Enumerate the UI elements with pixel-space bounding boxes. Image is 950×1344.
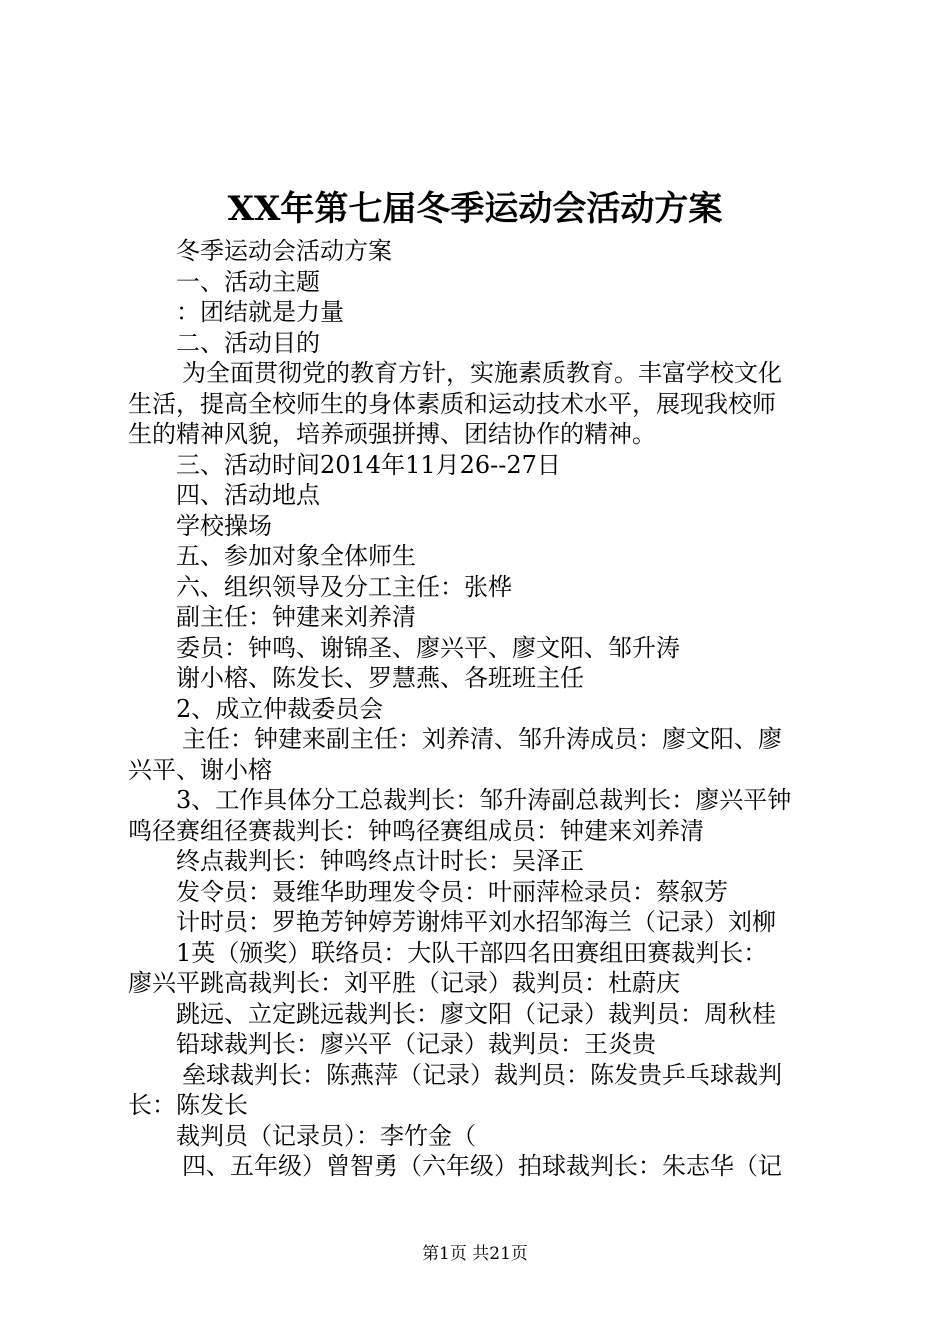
document-line: 四、五年级）曾智勇（六年级）拍球裁判长：朱志华（记 (182, 1152, 782, 1180)
document-line: 学校操场 (176, 511, 272, 540)
document-line: 六、组织领导及分工主任：张桦 (176, 572, 512, 601)
document-line: 发令员：聂维华助理发令员：叶丽萍检录员：蔡叙芳 (176, 877, 728, 906)
document-body (128, 236, 832, 1182)
document-line: 五、参加对象全体师生 (176, 542, 416, 570)
document-line: 为全面贯彻党的教育方针，实施素质教育。丰富学校文化 (182, 359, 782, 387)
document-line: 主任：钟建来副主任：刘养清、邹升涛成员：廖文阳、廖 (182, 725, 782, 753)
document-line: 2、成立仲裁委员会 (176, 694, 384, 723)
document-line: 计时员：罗艳芳钟婷芳谢炜平刘水招邹海兰（记录）刘柳 (176, 908, 776, 936)
document-line: 生活，提高全校师生的身体素质和运动技术水平，展现我校师 (128, 389, 776, 418)
document-line: 廖兴平跳高裁判长：刘平胜（记录）裁判员：杜蔚庆 (128, 969, 680, 997)
document-line: 四、活动地点 (176, 481, 320, 509)
document-line: 跳远、立定跳远裁判长：廖文阳（记录）裁判员：周秋桂 (176, 999, 776, 1028)
document-line: 裁判员（记录员）：李竹金（ (176, 1121, 476, 1150)
document-line: 谢小榕、陈发长、罗慧燕、各班班主任 (176, 664, 584, 692)
document-line: 垒球裁判长：陈燕萍（记录）裁判员：陈发贵乒乓球裁判 (182, 1060, 782, 1089)
document-line: 一、活动主题 (176, 267, 320, 296)
document-line: 冬季运动会活动方案 (176, 237, 392, 265)
document-line: 二、活动目的 (176, 328, 320, 357)
document-line: 3、工作具体分工总裁判长：邹升涛副总裁判长：廖兴平钟 (176, 786, 792, 814)
document-line: 铅球裁判长：廖兴平（记录）裁判员：王炎贵 (176, 1030, 656, 1058)
document-line: ：团结就是力量 (176, 298, 344, 326)
document-line: 生的精神风貌，培养顽强拼搏、团结协作的精神。 (128, 420, 656, 448)
document-line: 兴平、谢小榕 (128, 755, 272, 784)
document-line: 鸣径赛组径赛裁判长：钟鸣径赛组成员：钟建来刘养清 (128, 816, 704, 845)
page-footer: 第1页 共21页 (422, 1244, 528, 1264)
document-line: 三、活动时间2014年11月26--27日 (176, 450, 561, 479)
document-title: XX年第七届冬季运动会活动方案 (227, 189, 723, 229)
document-line: 终点裁判长：钟鸣终点计时长：吴泽正 (176, 847, 584, 875)
document-line: 1英（颁奖）联络员：大队干部四名田赛组田赛裁判长： (176, 938, 768, 967)
document-line: 副主任：钟建来刘养清 (176, 603, 416, 631)
document-line: 委员：钟鸣、谢锦圣、廖兴平、廖文阳、邹升涛 (176, 633, 680, 662)
document-line: 长：陈发长 (128, 1091, 248, 1119)
